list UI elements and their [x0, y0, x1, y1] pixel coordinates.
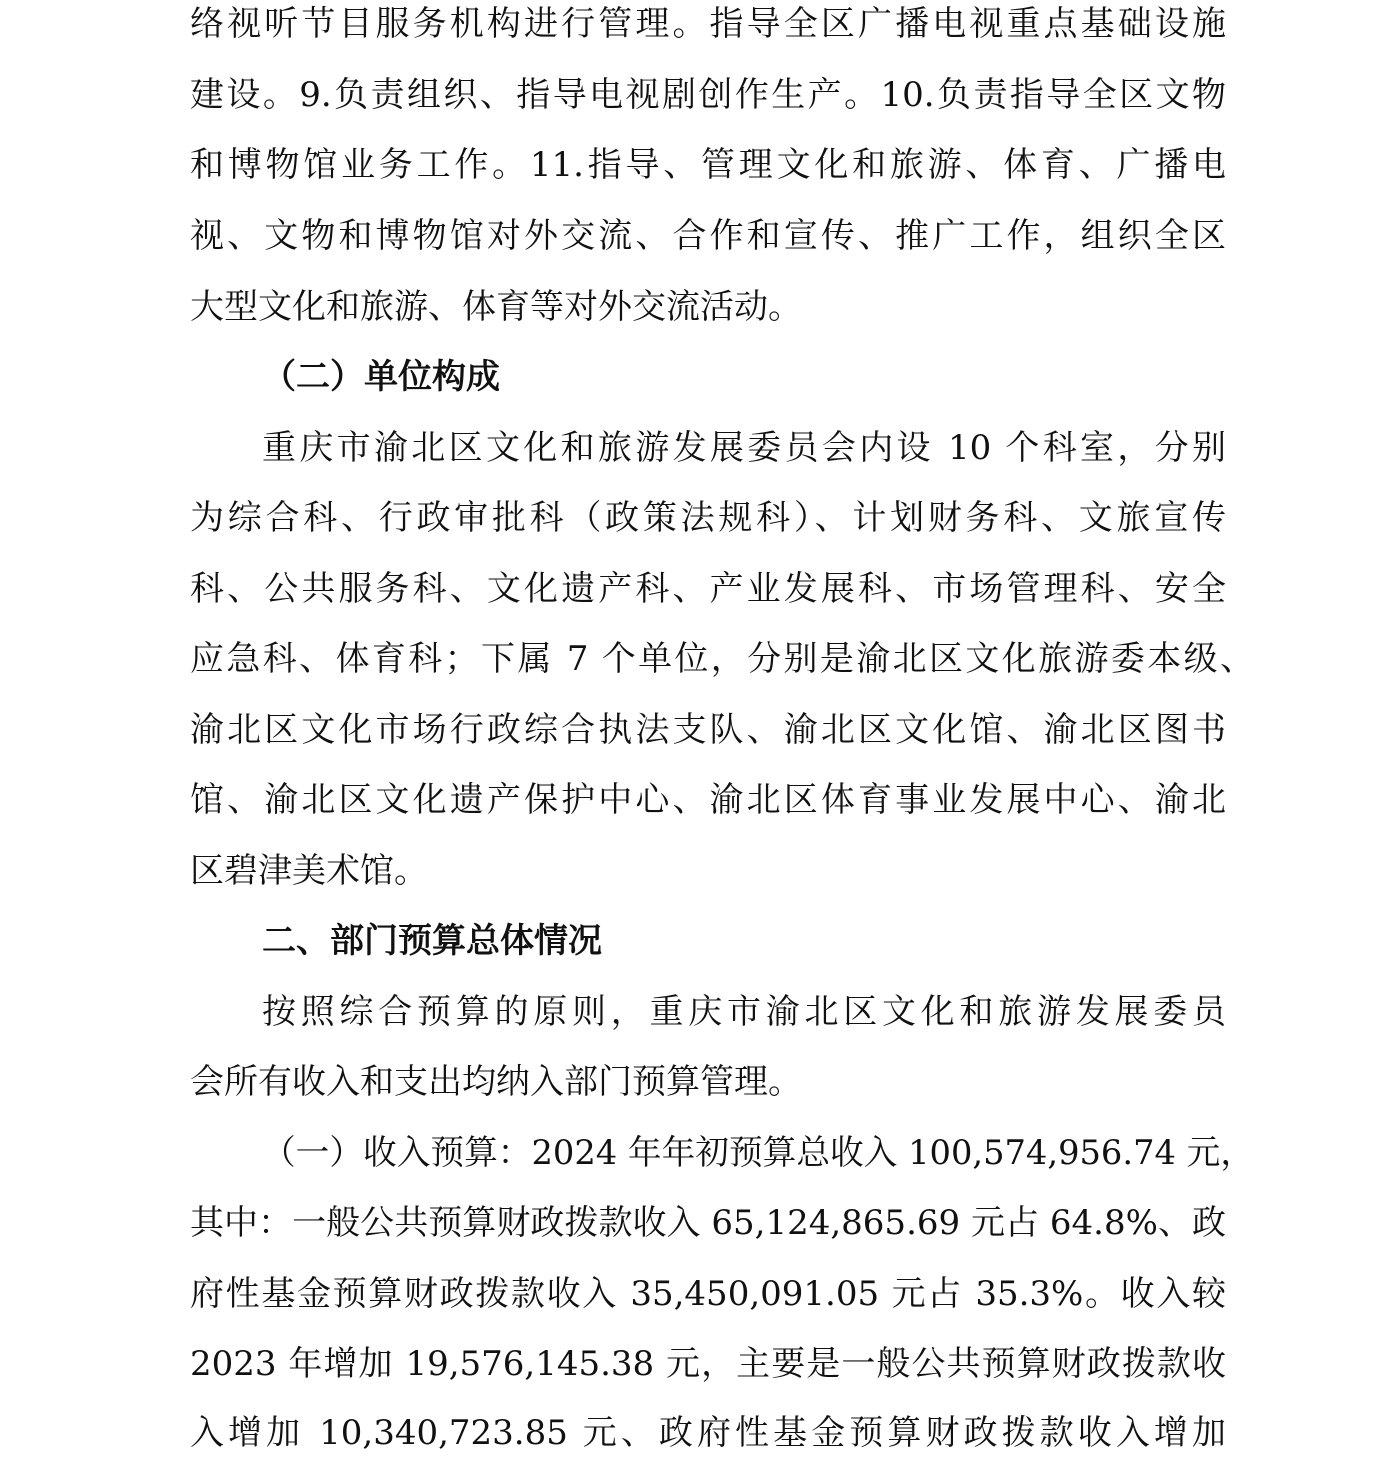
body-line: 府性基金预算财政拨款收入 35,450,091.05 元占 35.3%。收入较: [190, 1274, 1226, 1314]
body-line: 2023 年增加 19,576,145.38 元，主要是一般公共预算财政拨款收: [190, 1344, 1226, 1384]
body-line: 建设。9.负责组织、指导电视剧创作生产。10.负责指导全区文物: [190, 75, 1226, 115]
body-line: 络视听节目服务机构进行管理。指导全区广播电视重点基础设施: [190, 4, 1226, 44]
body-line: 应急科、体育科；下属 7 个单位，分别是渝北区文化旅游委本级、: [190, 639, 1254, 679]
body-line: 科、公共服务科、文化遗产科、产业发展科、市场管理科、安全: [190, 569, 1226, 609]
body-line: 视、文物和博物馆对外交流、合作和宣传、推广工作，组织全区: [190, 216, 1226, 256]
body-line: 其中：一般公共预算财政拨款收入 65,124,865.69 元占 64.8%、政: [190, 1203, 1226, 1243]
section-heading: 二、部门预算总体情况: [262, 921, 602, 961]
subsection-heading: （二）单位构成: [262, 357, 500, 397]
body-line: 按照综合预算的原则，重庆市渝北区文化和旅游发展委员: [262, 992, 1226, 1032]
body-line: 渝北区文化市场行政综合执法支队、渝北区文化馆、渝北区图书: [190, 710, 1226, 750]
body-line: 区碧津美术馆。: [190, 851, 428, 891]
body-line: 会所有收入和支出均纳入部门预算管理。: [190, 1062, 802, 1102]
body-line: 和博物馆业务工作。11.指导、管理文化和旅游、体育、广播电: [190, 145, 1226, 185]
body-line: 为综合科、行政审批科（政策法规科）、计划财务科、文旅宣传: [190, 498, 1226, 538]
body-line: 大型文化和旅游、体育等对外交流活动。: [190, 287, 802, 327]
body-line: 入增加 10,340,723.85 元、政府性基金预算财政拨款收入增加: [190, 1413, 1226, 1453]
body-line: （一）收入预算：2024 年年初预算总收入 100,574,956.74 元，: [262, 1133, 1255, 1173]
body-line: 馆、渝北区文化遗产保护中心、渝北区体育事业发展中心、渝北: [190, 780, 1226, 820]
body-line: 重庆市渝北区文化和旅游发展委员会内设 10 个科室，分别: [262, 428, 1226, 468]
